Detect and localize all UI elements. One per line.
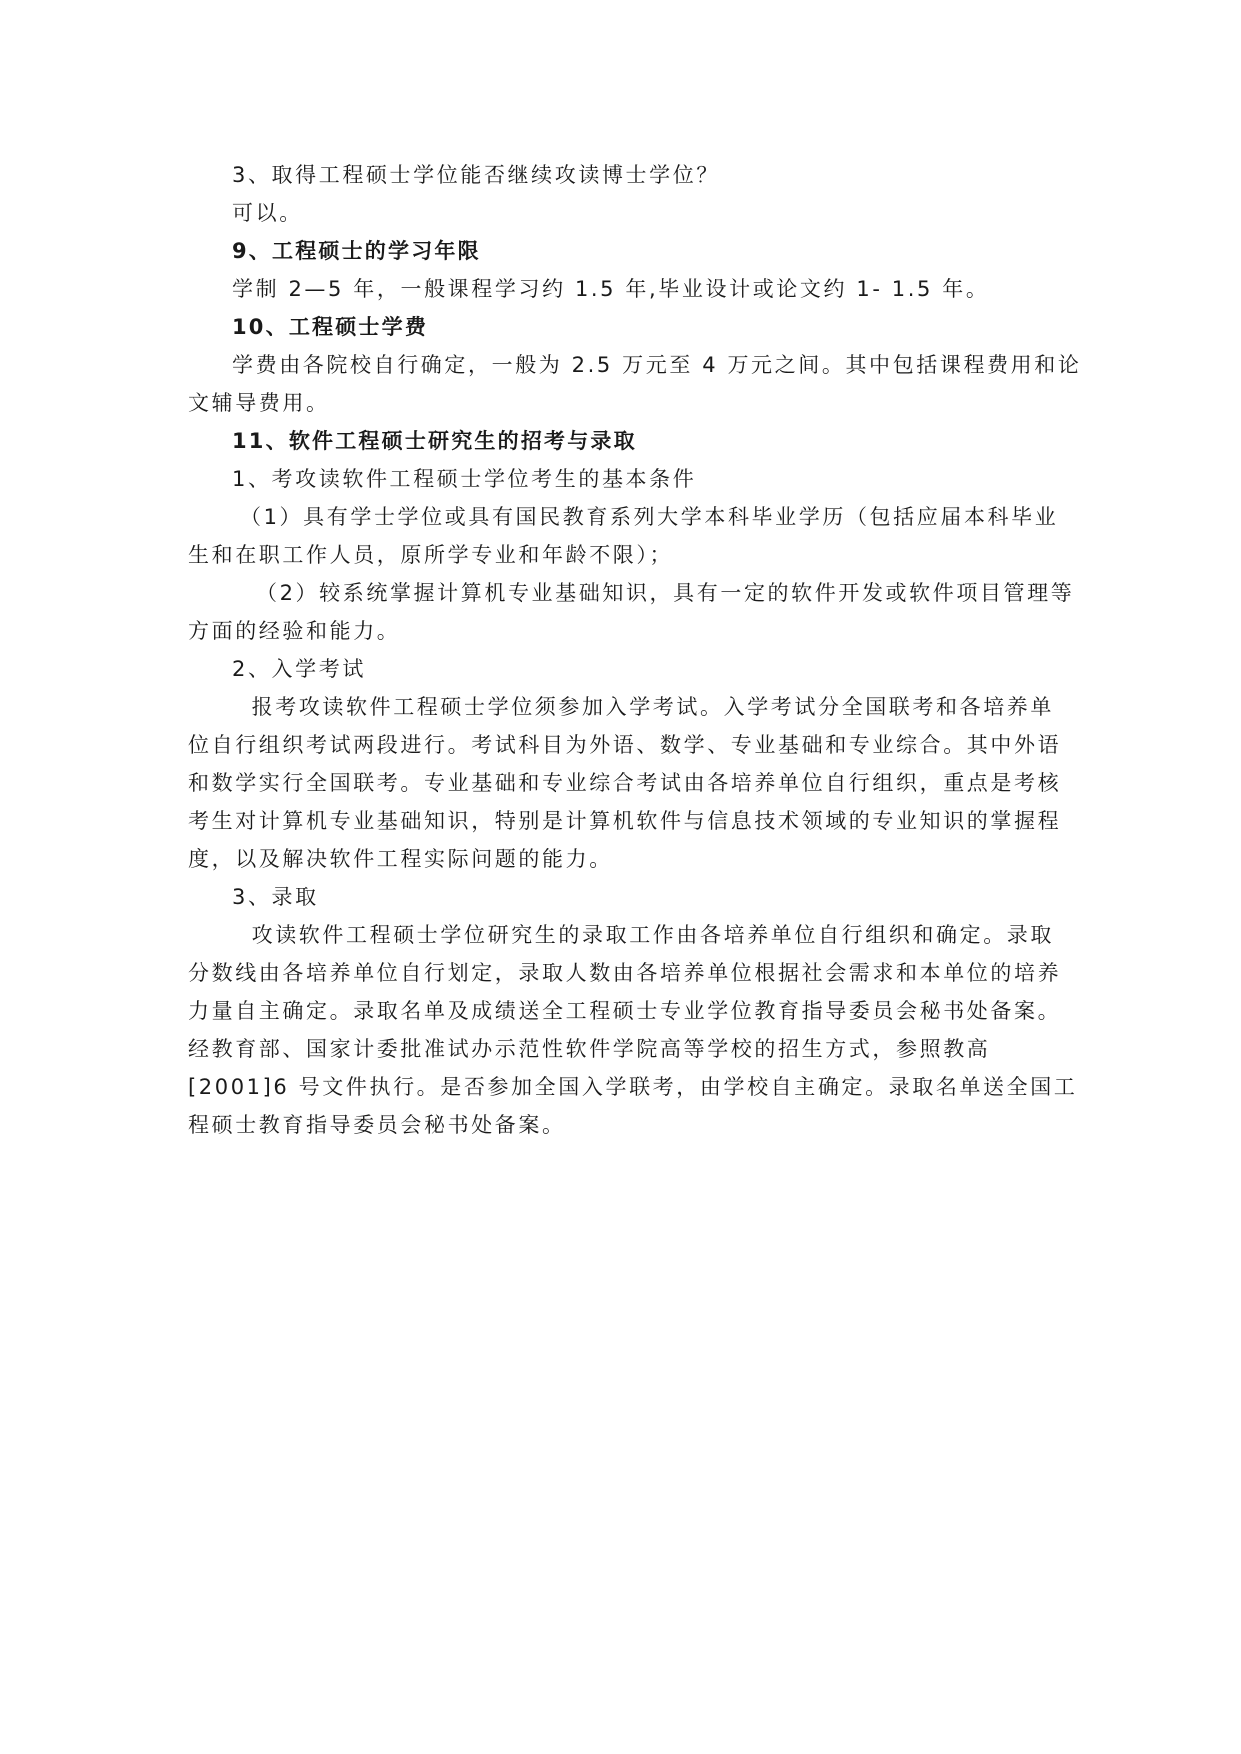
paragraph-line: 程硕士教育指导委员会秘书处备案。 [188,1113,566,1137]
paragraph-line: 度，以及解决软件工程实际问题的能力。 [188,847,613,871]
paragraph-line: 力量自主确定。录取名单及成绩送全工程硕士专业学位教育指导委员会秘书处备案。 [188,999,1062,1023]
subheading-entrance-exam: 2、入学考试 [232,657,366,681]
question-line: 3、取得工程硕士学位能否继续攻读博士学位？ [232,163,720,187]
paragraph-line: 攻读软件工程硕士学位研究生的录取工作由各培养单位自行组织和确定。录取 [228,923,1054,947]
paragraph-line: 学制 2—5 年，一般课程学习约 1.5 年,毕业设计或论文约 1- 1.5 年。 [232,277,990,301]
paragraph-line: 位自行组织考试两段进行。考试科目为外语、数学、专业基础和专业综合。其中外语 [188,733,1062,757]
paragraph-line: 学费由各院校自行确定，一般为 2.5 万元至 4 万元之间。其中包括课程费用和论 [232,353,1082,377]
paragraph-line: 和数学实行全国联考。专业基础和专业综合考试由各培养单位自行组织，重点是考核 [188,771,1062,795]
paragraph-line: 生和在职工作人员，原所学专业和年龄不限）； [188,543,674,567]
subheading-basic-conditions: 1、考攻读软件工程硕士学位考生的基本条件 [232,467,697,491]
paragraph-line: 报考攻读软件工程硕士学位须参加入学考试。入学考试分全国联考和各培养单 [228,695,1054,719]
document-body [188,156,1082,1144]
paragraph-line: 考生对计算机专业基础知识，特别是计算机软件与信息技术领域的专业知识的掌握程 [188,809,1062,833]
paragraph-line: [2001]6 号文件执行。是否参加全国入学联考，由学校自主确定。录取名单送全国工 [188,1075,1078,1099]
answer-line: 可以。 [232,201,303,225]
section-heading-study-duration: 9、工程硕士的学习年限 [232,239,481,263]
subheading-admission: 3、录取 [232,885,319,909]
paragraph-line: （1）具有学士学位或具有国民教育系列大学本科毕业学历（包括应届本科毕业 [240,505,1059,529]
section-heading-tuition: 10、工程硕士学费 [232,315,429,339]
paragraph-line: 方面的经验和能力。 [188,619,401,643]
section-heading-admission: 11、软件工程硕士研究生的招考与录取 [232,429,637,453]
paragraph-line: 文辅导费用。 [188,391,330,415]
paragraph-line: 分数线由各培养单位自行划定，录取人数由各培养单位根据社会需求和本单位的培养 [188,961,1062,985]
paragraph-line: （2）较系统掌握计算机专业基础知识，具有一定的软件开发或软件项目管理等 [256,581,1075,605]
paragraph-line: 经教育部、国家计委批准试办示范性软件学院高等学校的招生方式，参照教高 [188,1037,991,1061]
